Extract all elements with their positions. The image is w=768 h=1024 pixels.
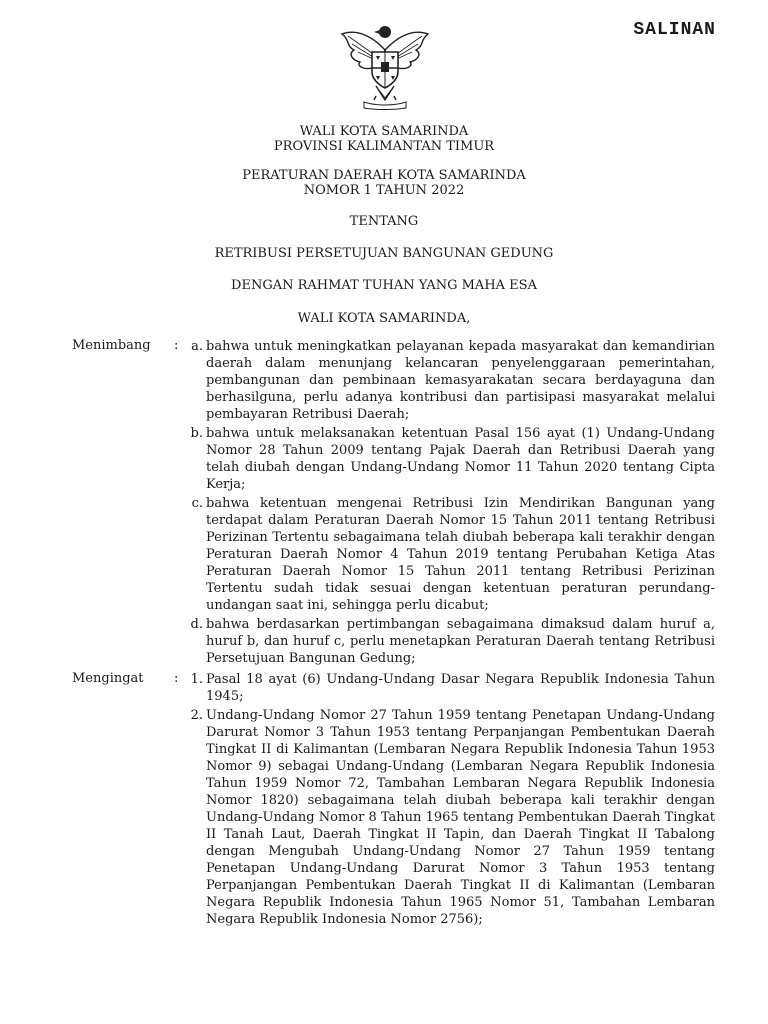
regulation-subject: RETRIBUSI PERSETUJUAN BANGUNAN GEDUNG <box>214 246 554 261</box>
regulation-title: PERATURAN DAERAH KOTA SAMARINDA <box>242 168 526 183</box>
list-item <box>184 495 715 614</box>
list-item <box>184 707 715 928</box>
list-marker: 1. <box>190 672 203 687</box>
preamble-invocation: DENGAN RAHMAT TUHAN YANG MAHA ESA <box>231 278 537 293</box>
list-marker: d. <box>190 617 203 632</box>
list-item-text: bahwa ketentuan mengenai Retribusi Izin Mendirikan Bangunan yang terdapat dalam Peraturan Daerah Nomor 15 Tahun 2011 tentang Retribusi Perizinan Tertentu sebagaimana telah diubah beberapa kali terakhir dengan Peraturan Daerah Nomor 4 Tahun 2019 tentang Perubahan Ketiga Atas Peraturan Daerah Nomor 15 Tahun 2011 tentang Retribusi Perizinan Tertentu sudah tidak sesuai dengan ketentuan peraturan perundang-undangan saat ini, sehingga perlu dicabut; <box>206 496 715 613</box>
list-item <box>184 616 715 667</box>
menimbang-label: Menimbang <box>72 338 151 353</box>
garuda-emblem-icon <box>336 20 434 110</box>
list-marker: a. <box>191 339 203 354</box>
mengingat-colon: : <box>174 671 179 686</box>
heading-mayor: WALI KOTA SAMARINDA <box>299 124 469 139</box>
mengingat-label: Mengingat <box>72 671 144 686</box>
list-item <box>184 425 715 493</box>
menimbang-colon: : <box>174 338 179 353</box>
list-marker: b. <box>190 426 203 441</box>
list-item-text: bahwa untuk meningkatkan pelayanan kepada masyarakat dan kemandirian daerah dalam menunjang kelancaran penyelenggaraan pemerintahan, pembangunan dan pembinaan kemasyarakatan secara berdayaguna dan berhasilguna, perlu adanya kontribusi dan partisipasi masyarakat melalui pembayaran Retribusi Daerah; <box>206 339 715 422</box>
list-marker: 2. <box>190 708 203 723</box>
heading-province: PROVINSI KALIMANTAN TIMUR <box>273 139 495 154</box>
list-item-text: bahwa untuk melaksanakan ketentuan Pasal 156 ayat (1) Undang-Undang Nomor 28 Tahun 2009 tentang Pajak Daerah dan Retribusi Daerah yang telah diubah dengan Undang-Undang Nomor 11 Tahun 2020 tentang Cipta Kerja; <box>206 426 715 492</box>
list-item <box>184 338 715 423</box>
salinan-stamp: SALINAN <box>633 20 716 40</box>
document-heading <box>0 124 768 154</box>
heading-tentang: TENTANG <box>349 214 419 229</box>
list-item-text: Pasal 18 ayat (6) Undang-Undang Dasar Negara Republik Indonesia Tahun 1945; <box>206 672 715 704</box>
preamble-mayor: WALI KOTA SAMARINDA, <box>297 311 471 326</box>
mengingat-list <box>184 671 715 930</box>
menimbang-list <box>184 338 715 669</box>
list-item <box>184 671 715 705</box>
list-item-text: Undang-Undang Nomor 27 Tahun 1959 tentang Penetapan Undang-Undang Darurat Nomor 3 Tahun 1953 tentang Perpanjangan Pembentukan Daerah Tingkat II di Kalimantan (Lembaran Negara Republik Indonesia Tahun 1953 Nomor 9) sebagai Undang-Undang (Lembaran Negara Republik Indonesia Tahun 1959 Nomor 72, Tambahan Lembaran Negara Republik Indonesia Nomor 1820) sebagaimana telah diubah beberapa kali terakhir dengan Undang-Undang Nomor 8 Tahun 1965 tentang Pembentukan Daerah Tingkat II Tanah Laut, Daerah Tingkat II Tapin, dan Daerah Tingkat II Tabalong dengan Mengubah Undang-Undang Nomor 27 Tahun 1959 tentang Penetapan Undang-Undang Darurat Nomor 3 Tahun 1953 tentang Perpanjangan Pembentukan Daerah Tingkat II di Kalimantan (Lembaran Negara Republik Indonesia Tahun 1965 Nomor 51, Tambahan Lembaran Negara Republik Indonesia Nomor 2756); <box>206 708 715 927</box>
list-marker: c. <box>191 496 203 511</box>
list-item-text: bahwa berdasarkan pertimbangan sebagaimana dimaksud dalam huruf a, huruf b, dan huruf c, perlu menetapkan Peraturan Daerah tentang Retribusi Persetujuan Bangunan Gedung; <box>206 617 715 666</box>
regulation-title-block <box>0 168 768 198</box>
regulation-number: NOMOR 1 TAHUN 2022 <box>303 183 465 198</box>
